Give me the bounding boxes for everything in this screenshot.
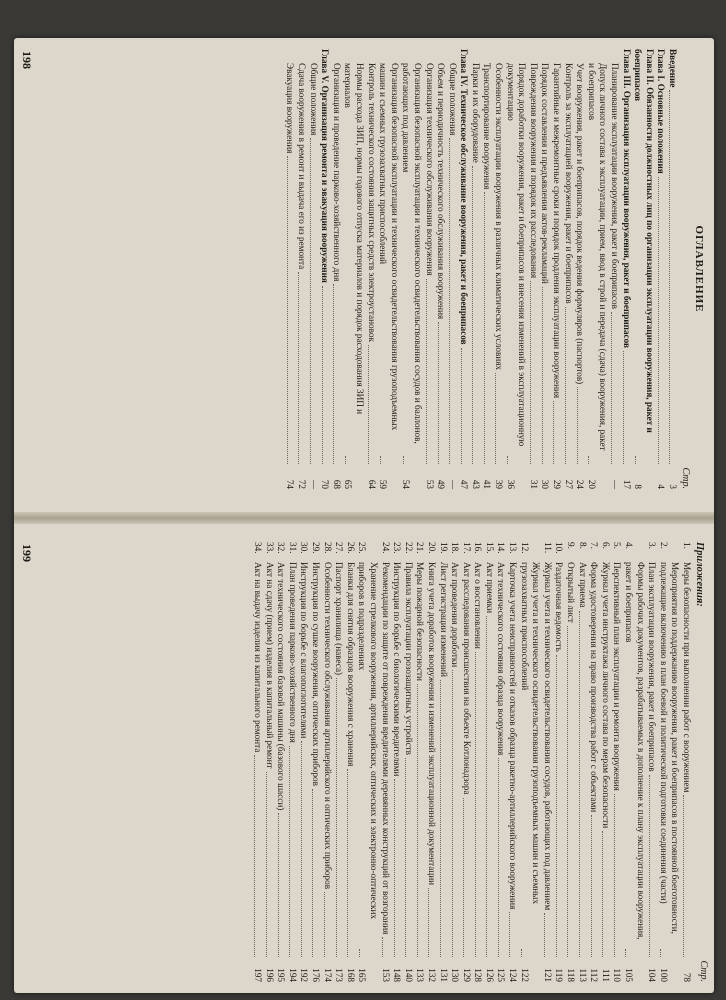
toc-entry-page: 70 bbox=[320, 479, 331, 489]
toc-entry-page: 4 bbox=[656, 484, 667, 489]
appendix-list bbox=[251, 542, 692, 982]
appendix-page: 126 bbox=[484, 968, 495, 982]
dot-leader bbox=[496, 373, 497, 464]
page-number: 199 bbox=[20, 544, 34, 562]
appendix-number: 18. bbox=[450, 542, 461, 554]
dot-leader bbox=[591, 815, 592, 957]
toc-entry-title: Порядок доработки вооружения, ракет и боеприпасов и внесения изменений в эксплуатационную документацию bbox=[505, 63, 528, 447]
dot-leader bbox=[486, 616, 487, 957]
appendix-entry bbox=[344, 542, 356, 982]
appendix-page: 133 bbox=[415, 968, 426, 982]
appendix-title: Журнал учета и технического освидетельствования сосудов, работающих под давлением bbox=[542, 562, 553, 911]
appendix-title: Акт о восстановлении bbox=[473, 562, 484, 649]
appendix-page: 195 bbox=[276, 968, 287, 982]
appendix-title: Паспорт хранилища (навеса) bbox=[334, 562, 345, 676]
toc-entry bbox=[608, 49, 620, 489]
appendix-page: 113 bbox=[577, 968, 588, 982]
appendix-page: 100 bbox=[658, 968, 669, 982]
appendix-entry bbox=[263, 542, 275, 982]
toc-entry-title: Повреждения вооружения и порядок их расследования bbox=[528, 63, 539, 279]
appendix-entry bbox=[402, 542, 414, 982]
appendix-number: 10. bbox=[554, 542, 565, 554]
toc-entry-title: Общие положения bbox=[308, 63, 319, 136]
dot-leader bbox=[322, 286, 323, 464]
toc-entry-title: Контроль технического состояния защитных средств электроустановок bbox=[366, 63, 377, 342]
appendix-entry bbox=[657, 542, 680, 982]
dot-leader bbox=[359, 949, 360, 957]
toc-entry-page: 54 bbox=[401, 479, 412, 489]
appendix-page: 173 bbox=[334, 968, 345, 982]
appendix-title: Меры безопасности при выполнении работ с вооружением bbox=[682, 562, 692, 793]
appendix-entry bbox=[298, 542, 310, 982]
toc-entry-title: Эвакуация вооружения bbox=[285, 63, 296, 154]
appendix-number: 15. bbox=[484, 542, 495, 554]
toc-entry bbox=[365, 49, 377, 489]
appendix-title: Акт на выдачу изделия из капитального ремонта bbox=[253, 562, 264, 753]
toc-entry bbox=[527, 49, 539, 489]
appendix-number: 27. bbox=[334, 542, 345, 554]
appendix-number: 23. bbox=[392, 542, 403, 554]
appendix-number: 6. bbox=[600, 542, 611, 549]
page-column-label: Стр. bbox=[698, 960, 709, 982]
appendix-title: План эксплуатации вооружения, ракет и боеприпасов bbox=[647, 562, 658, 772]
dot-leader bbox=[417, 684, 418, 957]
dot-leader bbox=[649, 775, 650, 957]
toc-entry-page: 49 bbox=[436, 479, 447, 489]
appendix-page: 128 bbox=[473, 968, 484, 982]
appendix-title: Карточка учета неисправностей и отказов образца ракетно-артиллерийского вооружения bbox=[508, 562, 519, 910]
dot-leader bbox=[405, 758, 406, 957]
appendix-page: 196 bbox=[264, 968, 275, 982]
toc-entry-page: 8 bbox=[633, 484, 644, 489]
toc-entry bbox=[446, 49, 458, 489]
appendix-title: Форма удостоверения на право производства работ с объектами bbox=[589, 562, 600, 813]
appendix-number: 7. bbox=[589, 542, 600, 549]
dot-leader bbox=[475, 652, 476, 957]
dot-leader bbox=[567, 626, 568, 957]
appendix-page: 118 bbox=[566, 968, 577, 982]
appendix-number: 34. bbox=[253, 542, 264, 554]
dot-leader bbox=[440, 680, 441, 957]
appendix-title: Хранение стрелкового вооружения, артиллерийских, оптических и электронно-оптических приборов в подразделениях bbox=[357, 562, 379, 919]
appendix-entry bbox=[251, 542, 263, 982]
appendix-entry bbox=[356, 542, 379, 982]
appendix-number: 14. bbox=[496, 542, 507, 554]
toc-entry-title: Гарантийные и межремонтные сроки и порядок продления эксплуатации вооружения bbox=[552, 63, 563, 399]
appendix-entry bbox=[449, 542, 461, 982]
appendix-entry bbox=[564, 542, 576, 982]
appendix-page: 105 bbox=[624, 968, 635, 982]
appendix-title: Журнал учета и технического освидетельствования грузоподъемных машин и съемных грузозахватных приспособлений bbox=[519, 562, 542, 904]
dot-leader bbox=[301, 741, 302, 957]
dot-leader bbox=[368, 345, 369, 464]
toc-entry bbox=[620, 49, 632, 489]
appendix-title: Журнал учета инструктажа личного состава по мерам безопасности bbox=[600, 562, 611, 829]
appendix-entry bbox=[588, 542, 600, 982]
toc-entry bbox=[493, 49, 505, 489]
appendix-entry bbox=[680, 542, 692, 982]
toc-title: ОГЛАВЛЕНИЕ bbox=[693, 225, 705, 313]
appendix-number: 25. bbox=[357, 542, 368, 554]
dot-leader bbox=[310, 138, 311, 464]
appendices-heading: Приложения: bbox=[694, 542, 705, 607]
appendix-page: 197 bbox=[253, 968, 264, 982]
appendix-title: Акт на сдачу (прием) изделия в капитальный ремонт bbox=[264, 562, 275, 769]
dot-leader bbox=[426, 279, 427, 465]
dot-leader bbox=[289, 746, 290, 957]
appendix-title: Особенности технического обслуживания артиллерийского и оптических приборов bbox=[322, 562, 333, 890]
appendix-entry bbox=[611, 542, 623, 982]
toc-entry-title: Глава V. Организация ремонта и эвакуация вооружения bbox=[320, 49, 331, 283]
left-page bbox=[14, 38, 714, 500]
dot-leader bbox=[577, 387, 578, 464]
dot-leader bbox=[287, 156, 288, 464]
dot-leader bbox=[530, 281, 531, 464]
appendix-title: Открытый лист bbox=[566, 562, 577, 623]
appendix-entry bbox=[541, 542, 553, 982]
appendix-number: 24. bbox=[380, 542, 391, 554]
toc-entry-title: Глава II. Обязанности должностных лиц по организации эксплуатации вооружения, ракет и боеприпасов bbox=[633, 49, 655, 433]
dot-leader bbox=[669, 90, 670, 464]
appendix-page: 176 bbox=[311, 968, 321, 982]
appendix-page: 194 bbox=[287, 968, 298, 982]
appendix-title: Лист регистрации изменений bbox=[438, 562, 449, 677]
toc-entry-page: 53 bbox=[424, 479, 435, 489]
appendix-entry bbox=[495, 542, 507, 982]
appendix-number: 2. bbox=[658, 542, 669, 549]
dot-leader bbox=[345, 456, 346, 464]
appendix-page: 192 bbox=[299, 968, 310, 982]
toc-entry-page: 41 bbox=[482, 479, 493, 489]
toc-entry-page: 24 bbox=[575, 479, 586, 489]
appendix-number: 22. bbox=[403, 542, 414, 554]
toc-entry bbox=[585, 49, 608, 489]
toc-entry-title: Объем и периодичность технического обслуживания вооружения bbox=[436, 63, 447, 320]
appendix-page: 119 bbox=[554, 968, 565, 982]
appendix-page: 174 bbox=[322, 968, 333, 982]
dot-leader bbox=[542, 287, 543, 464]
toc-entry-page: 47 bbox=[459, 479, 470, 489]
appendix-entry bbox=[437, 542, 449, 982]
appendix-number: 20. bbox=[426, 542, 437, 554]
toc-entry-title: Глава IV. Техническое обслуживание вооружения, ракет и боеприпасов bbox=[459, 49, 470, 345]
book-gutter bbox=[14, 512, 714, 524]
toc-entry bbox=[307, 49, 319, 489]
dot-leader bbox=[449, 138, 450, 464]
appendix-page: 104 bbox=[647, 968, 658, 982]
right-page bbox=[14, 531, 714, 993]
toc-entry bbox=[319, 49, 331, 489]
toc-entry bbox=[574, 49, 586, 489]
toc-entry-page: 3 bbox=[668, 484, 678, 489]
appendix-title: Правила эксплуатации грозозащитных устройств bbox=[403, 562, 414, 755]
appendix-title: Перспективный план эксплуатации и ремонта вооружения bbox=[612, 562, 623, 791]
toc-entry-page: 68 bbox=[331, 479, 342, 489]
appendix-entry bbox=[599, 542, 611, 982]
toc-entry-title: Общие положения bbox=[447, 63, 458, 136]
appendix-entry bbox=[460, 542, 472, 982]
appendix-page: 130 bbox=[450, 968, 461, 982]
dot-leader bbox=[278, 813, 279, 957]
appendix-number: 1. bbox=[682, 542, 692, 549]
appendix-entry bbox=[379, 542, 391, 982]
dot-leader bbox=[611, 312, 612, 464]
appendix-title: Рекомендации по защите от повреждения вредителями деревянных конструкций от возгорания bbox=[380, 562, 391, 935]
toc-entry-page: — bbox=[308, 479, 319, 489]
toc-entry-title: Планирование эксплуатации вооружения, ракет и боеприпасов bbox=[610, 63, 621, 309]
toc-entry-title: Организация и проведение парково-хозяйственного дня bbox=[331, 63, 342, 282]
toc-entry-title: Организация безопасной эксплуатации и технического освидетельствования грузоподъемных машин и съемных грузозахватных приспособлений bbox=[378, 63, 400, 431]
appendix-title: Мероприятия по поддержанию вооружения, ракет и боеприпасов в постоянной боеготовности, подлежащие включению в план боевой и политической подготовки соединения (части) bbox=[658, 562, 681, 934]
appendix-page: 165 bbox=[357, 968, 368, 982]
toc-entry-page: 39 bbox=[494, 479, 505, 489]
page-number: 198 bbox=[20, 51, 34, 69]
dot-leader bbox=[521, 949, 522, 957]
appendix-page: 78 bbox=[682, 972, 692, 982]
dot-leader bbox=[484, 192, 485, 464]
toc-entry bbox=[284, 49, 296, 489]
dot-leader bbox=[382, 937, 383, 957]
appendix-number: 16. bbox=[473, 542, 484, 554]
appendix-entry bbox=[576, 542, 588, 982]
appendix-entry bbox=[391, 542, 403, 982]
appendix-page: 122 bbox=[519, 968, 530, 982]
appendix-page: 121 bbox=[542, 968, 553, 982]
toc-entry bbox=[562, 49, 574, 489]
appendix-number: 31. bbox=[287, 542, 298, 554]
appendix-entry bbox=[622, 542, 645, 982]
toc-entry-page: 30 bbox=[540, 479, 551, 489]
appendix-title: Акт приема bbox=[577, 562, 588, 608]
appendix-page: 111 bbox=[600, 968, 611, 982]
toc-entry-page: 36 bbox=[505, 479, 516, 489]
appendix-page: 112 bbox=[589, 968, 600, 982]
appendix-number: 3. bbox=[647, 542, 658, 549]
appendix-entry bbox=[483, 542, 495, 982]
toc-entry bbox=[295, 49, 307, 489]
toc-entry-page: 59 bbox=[378, 479, 389, 489]
toc-entry bbox=[469, 49, 481, 489]
dot-leader bbox=[461, 348, 462, 464]
appendix-title: Акт приемки bbox=[484, 562, 495, 613]
appendix-number: 8. bbox=[577, 542, 588, 549]
appendix-title: План проведения парково-хозяйственного дня bbox=[287, 562, 298, 743]
appendix-entry bbox=[472, 542, 484, 982]
appendix-page: 125 bbox=[496, 968, 507, 982]
dot-leader bbox=[312, 789, 313, 957]
toc-entry bbox=[330, 49, 342, 489]
left-page-content bbox=[19, 49, 709, 489]
appendix-title: Инструкция по сушке вооружения, оптических приборов bbox=[311, 562, 321, 786]
dot-leader bbox=[544, 913, 545, 957]
appendix-title: Акт расследования происшествия на объекте Котлонадзора bbox=[461, 562, 472, 795]
toc-entry bbox=[435, 49, 447, 489]
toc-entry bbox=[504, 49, 527, 489]
dot-leader bbox=[553, 401, 554, 464]
appendix-entry bbox=[275, 542, 287, 982]
dot-leader bbox=[403, 456, 404, 464]
dot-leader bbox=[428, 888, 429, 957]
appendix-number: 5. bbox=[612, 542, 623, 549]
toc-entry bbox=[550, 49, 562, 489]
appendix-entry bbox=[518, 542, 541, 982]
appendix-number: 26. bbox=[345, 542, 356, 554]
appendix-entry bbox=[553, 542, 565, 982]
toc-entry-page: 72 bbox=[297, 479, 307, 489]
page-column-label: Стр. bbox=[680, 467, 691, 489]
dot-leader bbox=[602, 831, 603, 957]
appendix-page: 124 bbox=[508, 968, 519, 982]
toc-entry bbox=[539, 49, 551, 489]
toc-entry-page: — bbox=[447, 479, 458, 489]
appendix-entry bbox=[321, 542, 333, 982]
appendix-entry bbox=[414, 542, 426, 982]
toc-entry-page: 27 bbox=[563, 479, 574, 489]
dot-leader bbox=[556, 655, 557, 957]
appendix-page: 140 bbox=[403, 968, 414, 982]
appendix-page: 153 bbox=[380, 968, 391, 982]
toc-entry-page: 29 bbox=[552, 479, 563, 489]
dot-leader bbox=[472, 166, 473, 464]
dot-leader bbox=[565, 307, 566, 464]
dot-leader bbox=[658, 177, 659, 464]
toc-entry-title: Нормы расхода ЗИП, нормы годового отпуска материалов и порядок расходования ЗИП и материалов bbox=[343, 63, 365, 415]
appendix-number: 29. bbox=[311, 542, 321, 554]
appendix-number: 19. bbox=[438, 542, 449, 554]
appendix-number: 13. bbox=[508, 542, 519, 554]
toc-entry-title: Организация технического обслуживания вооружения bbox=[424, 63, 435, 276]
dot-leader bbox=[347, 769, 348, 957]
appendix-page: 110 bbox=[612, 968, 623, 982]
toc-entry bbox=[377, 49, 400, 489]
dot-leader bbox=[623, 351, 624, 464]
toc-entry-title: Особенности эксплуатации вооружения в различных климатических условиях bbox=[494, 63, 505, 371]
toc-entry-title: Сдача вооружения в ремонт и выдача его из ремонта bbox=[297, 63, 307, 270]
appendix-number: 17. bbox=[461, 542, 472, 554]
toc-entry bbox=[400, 49, 423, 489]
appendix-number: 28. bbox=[322, 542, 333, 554]
appendix-entry bbox=[333, 542, 345, 982]
appendix-entry bbox=[309, 542, 321, 982]
toc-entry-page: 43 bbox=[470, 479, 481, 489]
toc-entry-title: Глава III. Организация эксплуатации вооружения, ракет и боеприпасов bbox=[621, 49, 632, 348]
appendix-number: 21. bbox=[415, 542, 426, 554]
toc-entry-title: Порядок составления и предъявления актов-рекламаций bbox=[540, 63, 551, 284]
toc-entry bbox=[481, 49, 493, 489]
appendix-title: Формы рабочих документов, разрабатываемых в дополнение к плану эксплуатации вооружения, ракет и боеприпасов bbox=[624, 562, 646, 940]
dot-leader bbox=[324, 892, 325, 957]
dot-leader bbox=[336, 678, 337, 957]
appendix-entry bbox=[286, 542, 298, 982]
toc-entry-title: Глава I. Основные положения bbox=[656, 49, 667, 174]
toc-entry-title: Контроль за эксплуатацией вооружения, ракет и боеприпасов bbox=[563, 63, 574, 304]
appendix-title: Инструкция по борьбе с влагопоглотителями bbox=[299, 562, 310, 739]
toc-entry-title: Учет вооружения, ракет и боеприпасов, порядок ведения формуляров (паспортов) bbox=[575, 63, 586, 385]
appendix-title: Инструкция по борьбе с биологическими вредителями bbox=[392, 562, 403, 777]
appendix-number: 12. bbox=[519, 542, 530, 554]
toc-entry-page: 65 bbox=[343, 479, 354, 489]
dot-leader bbox=[625, 949, 626, 957]
dot-leader bbox=[579, 611, 580, 957]
appendix-title: Раздаточная ведомость bbox=[554, 562, 565, 652]
dot-leader bbox=[333, 284, 334, 464]
appendix-title: Книга учета доработок вооружения и изменений эксплуатационной документации bbox=[426, 562, 437, 886]
appendix-page: 129 bbox=[461, 968, 472, 982]
appendix-title: Меры пожарной безопасности bbox=[415, 562, 426, 681]
appendix-entry bbox=[425, 542, 437, 982]
toc-entry bbox=[423, 49, 435, 489]
toc-entry-page: — bbox=[610, 479, 621, 489]
appendix-number: 9. bbox=[566, 542, 577, 549]
appendix-number: 11. bbox=[542, 542, 553, 554]
toc-entry bbox=[458, 49, 470, 489]
appendix-page: 168 bbox=[345, 968, 356, 982]
dot-leader bbox=[614, 794, 615, 957]
toc-list bbox=[284, 49, 678, 489]
appendix-title: Акт проведения доработки bbox=[450, 562, 461, 668]
toc-entry-page: 64 bbox=[366, 479, 377, 489]
toc-entry bbox=[342, 49, 365, 489]
dot-leader bbox=[498, 758, 499, 957]
toc-entry-page: 20 bbox=[586, 479, 597, 489]
toc-entry bbox=[655, 49, 667, 489]
toc-entry-title: Введение bbox=[668, 49, 678, 88]
right-page-content bbox=[19, 542, 709, 982]
dot-leader bbox=[507, 456, 508, 464]
appendix-number: 32. bbox=[276, 542, 287, 554]
dot-leader bbox=[683, 795, 684, 957]
appendix-title: Акт технического состояния базовой машины (базового шасси) bbox=[276, 562, 287, 811]
dot-leader bbox=[380, 456, 381, 464]
toc-entry bbox=[666, 49, 678, 489]
appendix-entry bbox=[507, 542, 519, 982]
dot-leader bbox=[463, 798, 464, 957]
appendix-number: 33. bbox=[264, 542, 275, 554]
toc-entry-title: Транспортирование вооружения bbox=[482, 63, 493, 190]
appendix-number: 30. bbox=[299, 542, 310, 554]
dot-leader bbox=[298, 272, 299, 464]
toc-entry-title: Допуск личного состава к эксплуатации, прием, ввод в строй и передача (сдача) вооружения, ракет и боеприпасов bbox=[586, 63, 609, 451]
toc-entry bbox=[632, 49, 655, 489]
dot-leader bbox=[452, 670, 453, 957]
toc-entry-title: Парки и их оборудование bbox=[470, 63, 481, 163]
dot-leader bbox=[510, 912, 511, 957]
dot-leader bbox=[635, 456, 636, 464]
dot-leader bbox=[438, 322, 439, 464]
appendix-page: 131 bbox=[438, 968, 449, 982]
dot-leader bbox=[394, 779, 395, 957]
book-spread bbox=[14, 38, 714, 993]
dot-leader bbox=[254, 755, 255, 957]
appendix-page: 132 bbox=[426, 968, 437, 982]
appendix-title: Акт технического состояния образца вооружения bbox=[496, 562, 507, 756]
dot-leader bbox=[588, 456, 589, 464]
toc-entry-title: Организация безопасной эксплуатации и технического освидетельствования сосудов и баллонов, работающих под давлением bbox=[401, 63, 423, 444]
appendix-title: Бланки для снятия образцов вооружения с хранения bbox=[345, 562, 356, 767]
dot-leader bbox=[660, 949, 661, 957]
toc-entry-page: 74 bbox=[285, 479, 296, 489]
appendix-entry bbox=[646, 542, 658, 982]
appendix-page: 148 bbox=[392, 968, 403, 982]
dot-leader bbox=[266, 772, 267, 957]
appendix-number: 4. bbox=[624, 542, 635, 549]
toc-entry-page: 17 bbox=[621, 479, 632, 489]
toc-entry-page: 31 bbox=[528, 479, 539, 489]
